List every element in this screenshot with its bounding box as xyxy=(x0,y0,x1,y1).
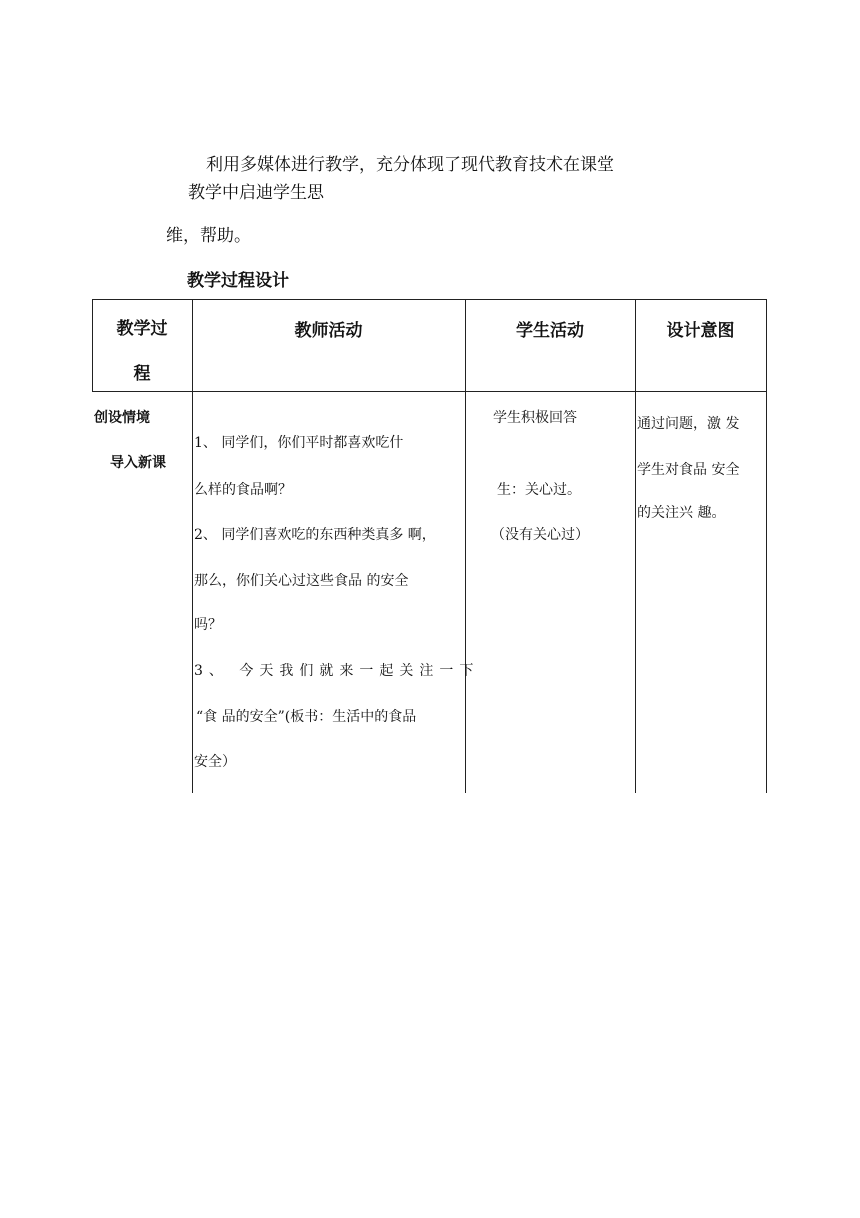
student-activity-line: 生：关心过。 xyxy=(497,482,581,498)
table-col-divider-3 xyxy=(635,299,636,793)
header-process-line-2: 程 xyxy=(133,364,151,384)
intro-line-2: 教学中启迪学生思 xyxy=(188,183,324,203)
intro-line-3: 维，帮助。 xyxy=(166,226,251,246)
table-top-border xyxy=(92,299,767,300)
teacher-activity-line: 么样的食品啊？ xyxy=(194,482,292,498)
stage-label-line-2: 导入新课 xyxy=(110,455,166,471)
teacher-activity-line: 1、 同学们，你们平时都喜欢吃什 xyxy=(194,435,404,451)
student-activity-line: 学生积极回答 xyxy=(493,410,577,426)
design-intent-line: 的关注兴 趣。 xyxy=(637,505,726,521)
header-process-line-1: 教学过 xyxy=(116,319,168,339)
table-header-border xyxy=(92,391,767,392)
header-design-intent: 设计意图 xyxy=(666,321,735,341)
student-activity-line: （没有关心过） xyxy=(491,527,589,543)
intro-line-1: 利用多媒体进行教学，充分体现了现代教育技术在课堂 xyxy=(206,155,614,175)
teacher-activity-line: 那么，你们关心过这些食品 的安全 xyxy=(194,573,409,589)
stage-label-line-1: 创设情境 xyxy=(94,410,150,426)
table-right-border xyxy=(766,299,767,793)
teacher-activity-line: “食 品的安全”(板书：生活中的食品 xyxy=(196,709,417,725)
teacher-activity-line: 安全） xyxy=(194,754,236,770)
teacher-activity-line: 吗？ xyxy=(194,617,222,633)
header-teacher-activity: 教师活动 xyxy=(294,321,363,341)
design-intent-line: 通过问题，激 发 xyxy=(637,416,740,432)
teacher-activity-line: 2、 同学们喜欢吃的东西种类真多 啊， xyxy=(194,527,436,543)
header-student-activity: 学生活动 xyxy=(516,321,584,341)
table-col-divider-1 xyxy=(192,299,193,793)
design-intent-line: 学生对食品 安全 xyxy=(637,462,740,478)
table-col-divider-2 xyxy=(465,299,466,793)
teacher-activity-line: 3、 今天我们就来一起关注一下 xyxy=(194,663,480,679)
section-title: 教学过程设计 xyxy=(187,271,289,291)
